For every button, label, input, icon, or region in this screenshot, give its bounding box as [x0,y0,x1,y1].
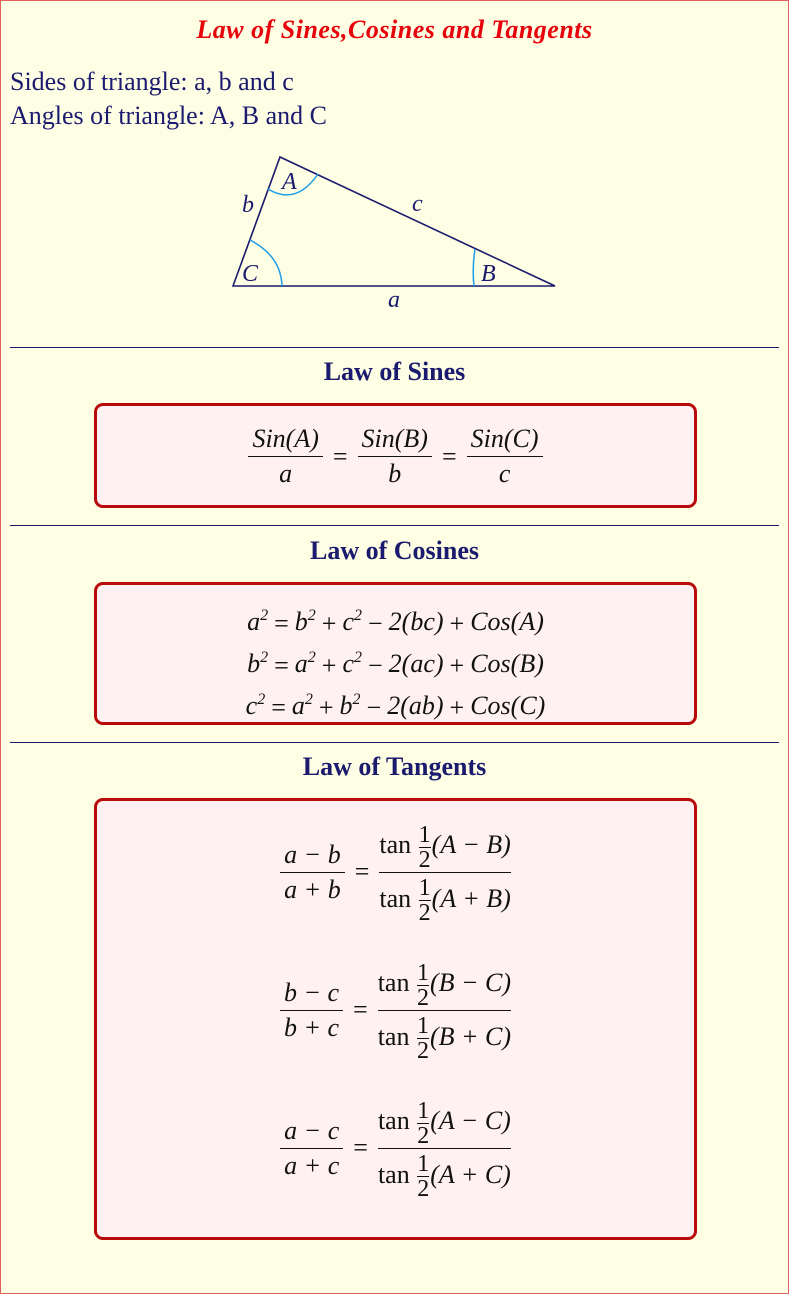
side-label-a: a [388,287,400,313]
cosines-equations [97,599,694,725]
triangle-diagram [1,1,788,331]
page-title: Law of Sines,Cosines and Tangents [196,15,593,44]
side-label-c: c [412,191,423,217]
intro-sides: Sides of triangle: a, b and c [10,67,294,96]
side-label-b: b [242,192,254,218]
tangents-equation-ab: $\frac{a - b}{a + b}$ = tan $\frac{1}{2}$ (A − B) tan $\frac{1}{2}$ (A + B) [97,819,694,925]
cosines-line-a: $a^2 = b^2 + c^2 - 2(bc) + Cos(A)$ [247,607,544,639]
divider-tangents [10,742,779,743]
angle-label-a: A [282,169,297,195]
sines-fraction-b: $\frac{\text{Sin(B)}}{b}$ [358,424,432,489]
heading-law-of-tangents: Law of Tangents [302,752,487,781]
divider-sines [10,347,779,348]
heading-law-of-cosines: Law of Cosines [309,536,479,565]
tangents-equation-ac: $\frac{a - c}{a + c}$ = tan $\frac{1}{2}$ (A − C) tan $\frac{1}{2}$ (A + C) [97,1095,694,1201]
tangents-equation-bc: $\frac{b - c}{b + c}$ = tan $\frac{1}{2}$ (B − C) tan $\frac{1}{2}$ (B + C) [97,957,694,1063]
divider-cosines [10,525,779,526]
intro-angles: Angles of triangle: A, B and C [10,101,328,130]
formula-box-cosines [94,582,697,725]
sines-fraction-c: $\frac{\text{Sin(C)}}{c}$ [467,424,543,489]
heading-law-of-sines: Law of Sines [323,357,466,386]
formula-box-sines [94,403,697,508]
cosines-line-b: $b^2 = a^2 + c^2 - 2(ac) + Cos(B)$ [247,649,544,681]
angle-label-b: B [481,261,496,287]
formula-box-tangents [94,798,697,1240]
angle-arc-b [473,249,475,286]
cosines-line-c: $c^2 = a^2 + b^2 - 2(ab) + Cos(C)$ [245,691,546,723]
sines-equation: $\frac{\text{Sin(A)}}{a}$ = $\frac{\text{Sin(B)}}{b}$ = $\frac{\text{Sin(C)}}{c}$ [97,424,694,489]
sines-fraction-a: $\frac{\text{Sin(A)}}{a}$ [248,424,322,489]
angle-label-c: C [242,261,259,287]
